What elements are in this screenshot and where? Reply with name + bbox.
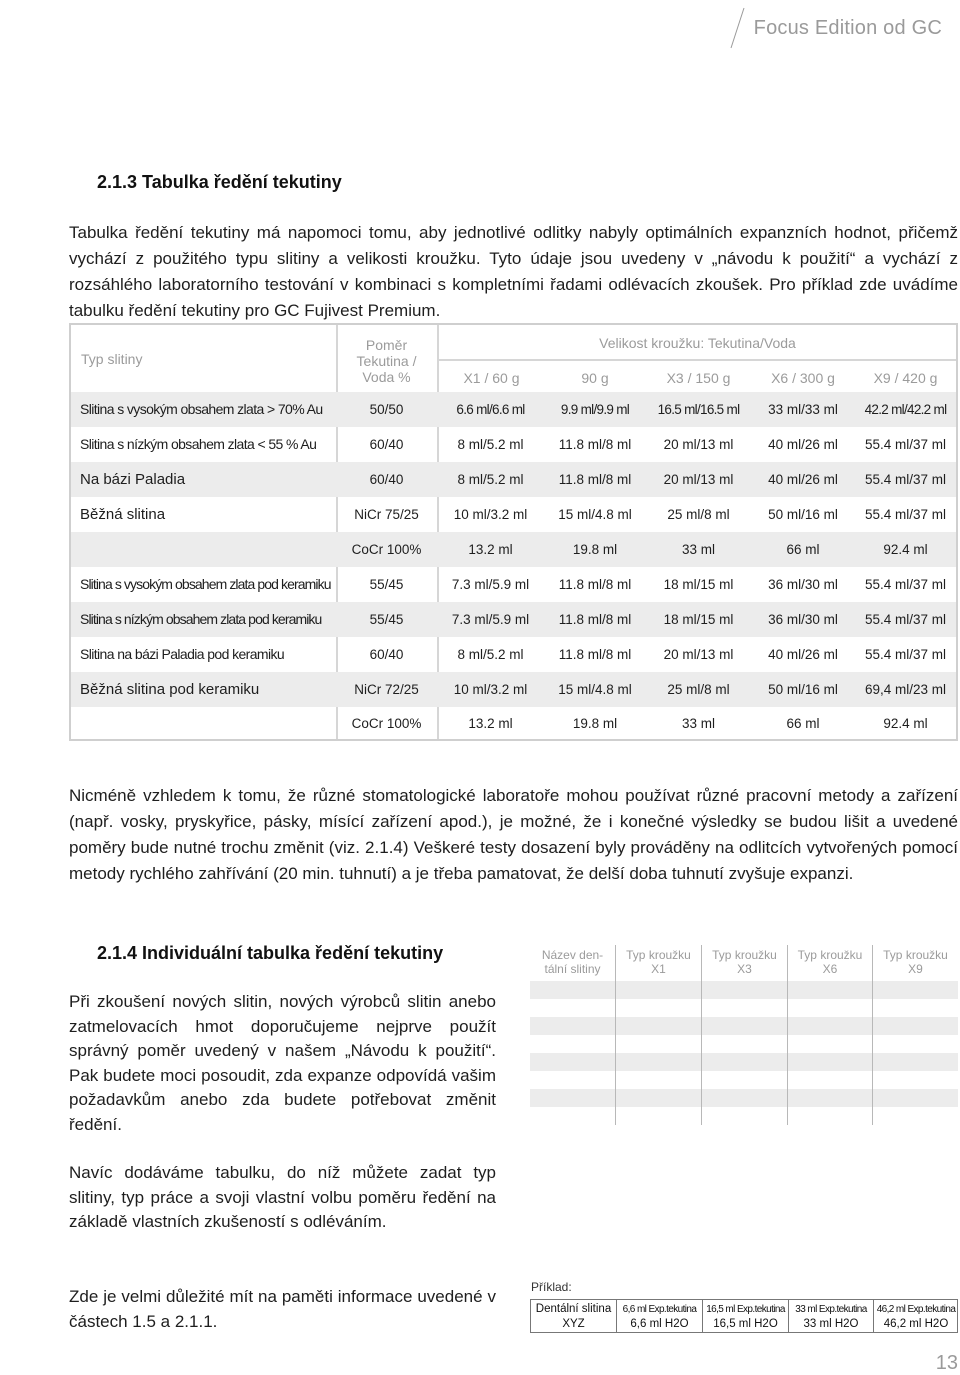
header-ratio — [338, 337, 435, 385]
row-ratio: CoCr 100% — [351, 542, 422, 557]
row-ratio: NiCr 72/25 — [354, 682, 419, 697]
header-title: Focus Edition od GC — [753, 16, 942, 39]
table-row — [71, 427, 956, 462]
table-row — [71, 602, 956, 637]
row-alloy-name: Slitina s vysokým obsahem zlata pod keramiku — [80, 576, 331, 592]
header-ratio-line: Tekutina / — [356, 353, 417, 369]
header-alloy-type: Typ slitiny — [81, 351, 143, 367]
row-alloy-name: Běžná slitina — [80, 506, 166, 523]
row-value: 15 ml/4.8 ml — [558, 682, 632, 697]
row-value: 20 ml/13 ml — [663, 647, 734, 662]
row-value: 55.4 ml/37 ml — [864, 437, 947, 452]
header-alloy-name — [530, 945, 615, 981]
row-ratio: 50/50 — [369, 402, 404, 417]
header-line: tální slitiny — [544, 962, 601, 976]
section2-paragraph-3: Zde je velmi důležité mít na paměti informace uvedené v částech 1.5 a 2.1.1. — [69, 1287, 496, 1331]
row-ratio: 60/40 — [369, 647, 404, 662]
example-cell-x9 — [874, 1300, 958, 1332]
header-ring-90g: 90 g — [581, 370, 609, 386]
blank-row — [530, 981, 958, 999]
row-value: 55.4 ml/37 ml — [864, 472, 947, 487]
table-row — [71, 532, 956, 567]
header-ring-x9 — [873, 945, 958, 981]
example-line: 46,2 ml H2O — [883, 1318, 949, 1330]
header-ring-x6: X6 / 300 g — [771, 370, 835, 386]
row-value: 36 ml/30 ml — [768, 577, 838, 592]
example-line: 6,6 ml H2O — [630, 1318, 689, 1330]
row-value: 15 ml/4.8 ml — [558, 507, 632, 522]
header-ring-group: Velikost kroužku: Tekutina/Voda — [599, 335, 796, 351]
dilution-table — [69, 323, 958, 741]
table-row — [71, 462, 956, 497]
row-alloy-name: Slitina s nízkým obsahem zlata pod keramiku — [80, 611, 322, 627]
row-value: 33 ml/33 ml — [768, 402, 838, 417]
example-line: XYZ — [562, 1318, 585, 1330]
blank-row — [530, 1089, 958, 1107]
intro-paragraph: Tabulka ředění tekutiny má napomoci tomu, aby jednotlivé odlitky nabyly optimálních expanzních hodnot, přičemž vychází z použitého typu slitiny a velikosti kroužku. Tyto údaje jsou uvedeny v „návodu k použití“ a vychází z rozsáhlého laboratorního testování v kombinaci s kompletními řadami odlévacích zkoušek. Pro příklad zde uvádíme tabulku ředění tekutiny pro GC Fujivest Premium. — [69, 223, 958, 320]
header-ring-x1 — [616, 945, 701, 981]
row-value: 50 ml/16 ml — [768, 507, 838, 522]
header-ring-x3 — [702, 945, 787, 981]
row-alloy-name: Slitina s vysokým obsahem zlata > 70% Au — [80, 401, 323, 417]
row-value: 11.8 ml/8 ml — [558, 612, 632, 627]
row-value: 92.4 ml — [883, 542, 928, 557]
blank-row — [530, 1017, 958, 1035]
running-header — [737, 8, 942, 48]
header-line: Typ kroužku — [797, 948, 863, 962]
row-ratio: 55/45 — [369, 577, 404, 592]
row-ratio: 60/40 — [369, 437, 404, 452]
row-value: 40 ml/26 ml — [768, 647, 838, 662]
row-value: 16.5 ml/16.5 ml — [657, 402, 740, 417]
table-row — [71, 706, 956, 741]
example-line: 33 ml Exp.tekutina — [795, 1304, 867, 1315]
row-value: 9.9 ml/9.9 ml — [560, 402, 630, 417]
row-value: 55.4 ml/37 ml — [864, 577, 947, 592]
header-ring-x6 — [788, 945, 872, 981]
example-cell-x3 — [703, 1300, 788, 1332]
header-line: X1 — [651, 962, 666, 976]
row-value: 50 ml/16 ml — [768, 682, 838, 697]
example-line: 46,2 ml Exp.tekutina — [876, 1304, 956, 1315]
row-value: 92.4 ml — [883, 716, 928, 731]
row-alloy-name: Na bázi Paladia — [80, 471, 186, 488]
row-value: 6.6 ml/6.6 ml — [456, 402, 525, 417]
row-value: 7.3 ml/5.9 ml — [451, 577, 530, 592]
individual-dilution-table — [530, 945, 958, 1125]
table-row — [71, 392, 956, 427]
table-row — [71, 567, 956, 602]
header-line: Typ kroužku — [883, 948, 948, 962]
row-value: 19.8 ml — [572, 542, 618, 557]
row-ratio: CoCr 100% — [351, 716, 422, 731]
note-paragraph: Nicméně vzhledem k tomu, že různé stomatologické laboratoře mohou používat různé pracovní metody a zařízení (např. vosky, pryskyřice, pásky, mísící zařízení apod.), je možné, že i konečné výsledky se budou lišit a uvedené poměry bude nutné trochu změnit (viz. 2.1.4) Veškeré testy dosazení byly prováděny na odlitcích vytvořených pomocí metody rychlého zahřívání (20 min. tuhnutí) a je třeba pamatovat, že delší doba tuhnutí zvyšuje expanzi. — [69, 786, 958, 883]
row-value: 8 ml/5.2 ml — [457, 472, 524, 487]
header-ring-x3: X3 / 150 g — [666, 370, 731, 386]
example-table — [530, 1299, 958, 1333]
row-value: 55.4 ml/37 ml — [864, 612, 947, 627]
row-value: 66 ml — [786, 542, 820, 557]
row-alloy-name: Slitina s nízkým obsahem zlata < 55 % Au — [80, 436, 317, 452]
row-value: 13.2 ml — [468, 542, 513, 557]
example-cell-x6 — [789, 1300, 873, 1332]
table-row — [71, 637, 956, 672]
example-line: 6,6 ml Exp.tekutina — [622, 1304, 697, 1315]
row-value: 11.8 ml/8 ml — [558, 577, 632, 592]
row-value: 11.8 ml/8 ml — [558, 472, 632, 487]
example-line: 33 ml H2O — [803, 1318, 859, 1330]
row-value: 11.8 ml/8 ml — [558, 647, 632, 662]
row-value: 20 ml/13 ml — [663, 437, 734, 452]
table-row — [71, 672, 956, 707]
row-value: 40 ml/26 ml — [768, 437, 838, 452]
row-value: 33 ml — [681, 716, 715, 731]
example-line: 16,5 ml H2O — [713, 1318, 778, 1330]
header-divider — [439, 359, 956, 361]
row-ratio: NiCr 75/25 — [354, 507, 419, 522]
row-alloy-name: Slitina na bázi Paladia pod keramiku — [80, 646, 285, 662]
header-line: X6 — [822, 962, 838, 976]
row-ratio: 60/40 — [369, 472, 404, 487]
row-value: 7.3 ml/5.9 ml — [451, 612, 530, 627]
table-row — [71, 497, 956, 532]
header-ratio-line: Voda % — [362, 369, 411, 385]
example-line: 16,5 ml Exp.tekutina — [706, 1304, 785, 1315]
example-line: Dentální slitina — [535, 1303, 612, 1315]
section2-paragraph-1: Při zkoušení nových slitin, nových výrobců slitin anebo zatmelovacích hmot doporučujeme nejprve použít správný poměr uvedený v našem „Návodu k použití“. Pak budete moci posoudit, zda expanze odpovídá vašim požadavkům anebo zda budete potřebovat změnit ředění. — [69, 992, 496, 1134]
row-value: 18 ml/15 ml — [663, 577, 734, 592]
example-label: Příklad: — [531, 1280, 572, 1294]
row-value: 55.4 ml/37 ml — [864, 507, 947, 522]
header-line: X9 — [908, 962, 923, 976]
blank-row — [530, 1053, 958, 1071]
row-value: 8 ml/5.2 ml — [457, 437, 524, 452]
row-value: 69,4 ml/23 ml — [864, 682, 947, 697]
row-value: 18 ml/15 ml — [663, 612, 734, 627]
header-line: X3 — [737, 962, 752, 976]
header-line: Typ kroužku — [712, 948, 777, 962]
row-value: 66 ml — [786, 716, 820, 731]
header-slash-divider — [730, 8, 744, 48]
header-ratio-line: Poměr — [365, 337, 408, 353]
row-value: 25 ml/8 ml — [667, 682, 730, 697]
row-value: 33 ml — [681, 542, 715, 557]
row-value: 13.2 ml — [468, 716, 513, 731]
row-value: 55.4 ml/37 ml — [864, 647, 947, 662]
example-cell-x1 — [617, 1300, 702, 1332]
row-value: 25 ml/8 ml — [667, 507, 730, 522]
section-title-2-1-3: 2.1.3 Tabulka ředění tekutiny — [97, 172, 342, 192]
row-value: 36 ml/30 ml — [768, 612, 838, 627]
section2-paragraph-2: Navíc dodáváme tabulku, do níž můžete zadat typ slitiny, typ práce a svoji vlastní volbu poměru ředění na základě vlastních zkušeností s odléváním. — [69, 1163, 496, 1231]
row-value: 40 ml/26 ml — [768, 472, 838, 487]
header-line: Název den- — [541, 948, 604, 962]
header-ring-x9: X9 / 420 g — [873, 370, 938, 386]
header-ring-x1: X1 / 60 g — [463, 370, 520, 386]
row-alloy-name: Běžná slitina pod keramiku — [80, 681, 260, 698]
row-ratio: 55/45 — [369, 612, 404, 627]
row-value: 10 ml/3.2 ml — [453, 507, 528, 522]
row-value: 20 ml/13 ml — [663, 472, 734, 487]
section-title-2-1-4: 2.1.4 Individuální tabulka ředění tekutiny — [97, 943, 444, 963]
row-value: 42.2 ml/42.2 ml — [864, 402, 947, 417]
row-value: 10 ml/3.2 ml — [453, 682, 528, 697]
example-cell-alloy — [531, 1300, 616, 1332]
header-line: Typ kroužku — [626, 948, 691, 962]
row-value: 11.8 ml/8 ml — [558, 437, 632, 452]
page-number: 13 — [935, 1352, 958, 1374]
row-value: 8 ml/5.2 ml — [457, 647, 524, 662]
row-value: 19.8 ml — [572, 716, 618, 731]
